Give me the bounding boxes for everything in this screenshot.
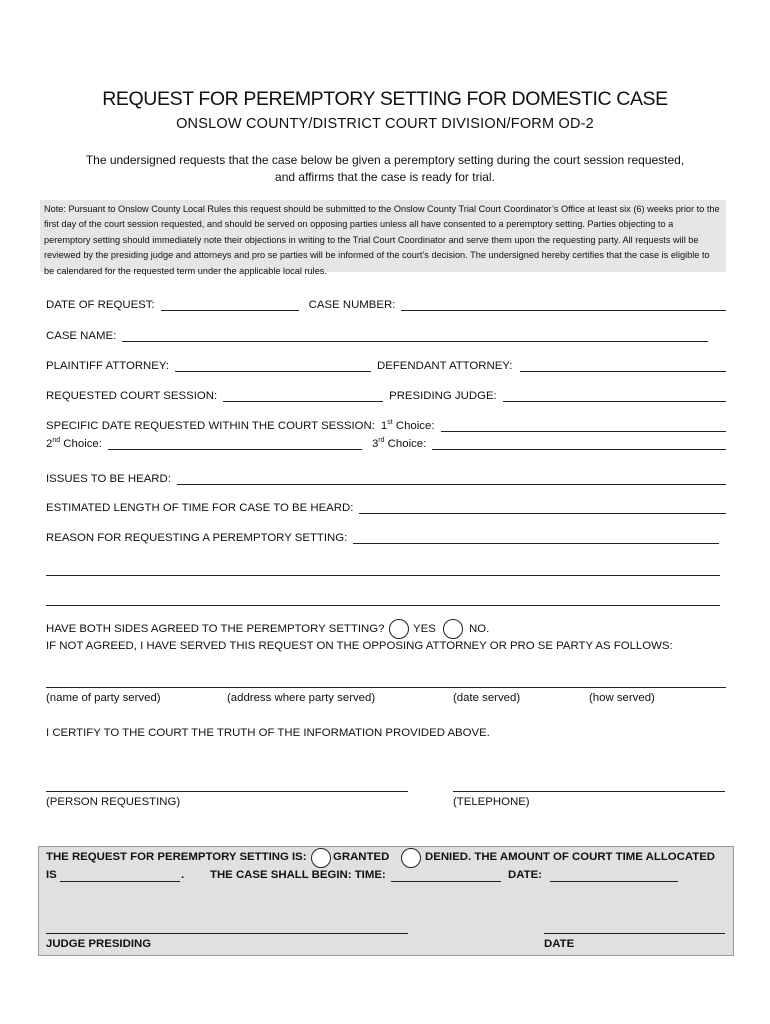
date-of-request-label: DATE OF REQUEST: bbox=[46, 299, 155, 311]
row-reason bbox=[46, 531, 719, 544]
page-title: REQUEST FOR PEREMPTORY SETTING FOR DOMESTIC CASE bbox=[102, 88, 668, 110]
person-signature-line[interactable] bbox=[46, 791, 408, 792]
granted-radio[interactable] bbox=[311, 848, 331, 868]
how-served-caption: (how served) bbox=[589, 692, 655, 704]
plaintiff-attorney-label: PLAINTIFF ATTORNEY: bbox=[46, 360, 169, 372]
person-requesting-caption: (PERSON REQUESTING) bbox=[46, 796, 181, 808]
begin-date-field[interactable] bbox=[550, 881, 678, 882]
yes-radio[interactable] bbox=[389, 619, 409, 639]
begin-time-label: THE CASE SHALL BEGIN: TIME: bbox=[210, 869, 386, 881]
row-estimated-length bbox=[46, 501, 726, 514]
estimated-length-label: ESTIMATED LENGTH OF TIME FOR CASE TO BE HEARD: bbox=[46, 502, 354, 514]
begin-date-label: DATE: bbox=[508, 869, 542, 881]
telephone-caption: (TELEPHONE) bbox=[453, 796, 530, 808]
row-issues bbox=[46, 472, 726, 485]
yes-label: YES bbox=[413, 623, 436, 635]
third-choice-label: 3rd Choice: bbox=[371, 437, 427, 450]
intro-text bbox=[40, 152, 730, 186]
is-label: IS bbox=[46, 869, 57, 881]
case-number-label: CASE NUMBER: bbox=[308, 299, 396, 311]
specific-date-label: SPECIFIC DATE REQUESTED WITHIN THE COURT SESSION: bbox=[46, 420, 375, 432]
party-name-caption: (name of party served) bbox=[46, 692, 161, 704]
row-case-name bbox=[46, 329, 708, 342]
presiding-judge-field[interactable] bbox=[503, 389, 726, 402]
first-choice-field[interactable] bbox=[441, 419, 727, 432]
is-period: . bbox=[181, 869, 185, 881]
judge-presiding-caption: JUDGE PRESIDING bbox=[46, 938, 152, 950]
address-caption: (address where party served) bbox=[227, 692, 376, 704]
first-choice-label: 1st Choice: bbox=[380, 419, 435, 432]
no-label: NO. bbox=[469, 623, 490, 635]
agreement-question: HAVE BOTH SIDES AGREED TO THE PEREMPTORY SETTING? bbox=[46, 623, 385, 635]
row-specific-date bbox=[46, 419, 726, 432]
certify-text: I CERTIFY TO THE COURT THE TRUTH OF THE INFORMATION PROVIDED ABOVE. bbox=[46, 727, 490, 739]
judge-date-caption: DATE bbox=[544, 938, 575, 950]
judge-date-line[interactable] bbox=[544, 933, 725, 934]
denied-label: DENIED. THE AMOUNT OF COURT TIME ALLOCATED bbox=[425, 851, 716, 863]
telephone-line[interactable] bbox=[453, 791, 725, 792]
row-choices bbox=[46, 437, 726, 450]
reason-line-2[interactable] bbox=[46, 575, 720, 576]
date-of-request-field[interactable] bbox=[161, 298, 299, 311]
requested-court-session-label: REQUESTED COURT SESSION: bbox=[46, 390, 218, 402]
date-served-caption: (date served) bbox=[453, 692, 521, 704]
defendant-attorney-field[interactable] bbox=[520, 359, 726, 372]
judge-signature-line[interactable] bbox=[46, 933, 408, 934]
reason-line-3[interactable] bbox=[46, 605, 720, 606]
denied-radio[interactable] bbox=[401, 848, 421, 868]
note-box: Note: Pursuant to Onslow County Local Rules this request should be submitted to the Onslow County Trial Court Coordinator’s Office at least six (6) weeks prior to the first day of the court session requested, and should be served on opposing parties unless all have consented to a peremptory setting. Parties objecting to a peremptory setting should immediately note their objections in writing to the Trial Court Coordinator and serve them upon the requesting party. All requests will be reviewed by the presiding judge and attorneys and pro se parties will be informed of the court’s decision. The undersigned hereby certifies that the case is eligible to be calendared for the requested term under the applicable local rules. bbox=[40, 200, 726, 272]
reason-label: REASON FOR REQUESTING A PEREMPTORY SETTING: bbox=[46, 532, 348, 544]
court-time-field[interactable] bbox=[60, 881, 180, 882]
intro-line-1: The undersigned requests that the case below be given a peremptory setting during the court session requested, bbox=[85, 153, 685, 167]
second-choice-field[interactable] bbox=[108, 437, 362, 450]
case-number-field[interactable] bbox=[401, 298, 726, 311]
issues-label: ISSUES TO BE HEARD: bbox=[46, 473, 171, 485]
third-choice-field[interactable] bbox=[432, 437, 726, 450]
plaintiff-attorney-field[interactable] bbox=[175, 359, 371, 372]
defendant-attorney-label: DEFENDANT ATTORNEY: bbox=[377, 360, 513, 372]
row-date-case bbox=[46, 298, 726, 311]
estimated-length-field[interactable] bbox=[359, 501, 726, 514]
second-choice-label: 2nd Choice: bbox=[46, 437, 102, 450]
reason-field[interactable] bbox=[353, 531, 719, 544]
presiding-judge-label: PRESIDING JUDGE: bbox=[389, 390, 497, 402]
case-name-label: CASE NAME: bbox=[46, 330, 117, 342]
no-radio[interactable] bbox=[443, 619, 463, 639]
row-attorneys bbox=[46, 359, 726, 372]
intro-line-2: and affirms that the case is ready for trial. bbox=[275, 170, 495, 184]
granted-label: GRANTED bbox=[333, 851, 390, 863]
issues-field[interactable] bbox=[177, 472, 726, 485]
requested-court-session-field[interactable] bbox=[223, 389, 383, 402]
case-name-field[interactable] bbox=[122, 329, 708, 342]
not-agreed-text: IF NOT AGREED, I HAVE SERVED THIS REQUEST ON THE OPPOSING ATTORNEY OR PRO SE PARTY AS FOLLOWS: bbox=[46, 640, 673, 652]
service-line[interactable] bbox=[46, 687, 726, 688]
row-session-judge bbox=[46, 389, 726, 402]
request-is-label: THE REQUEST FOR PEREMPTORY SETTING IS: bbox=[46, 851, 307, 863]
begin-time-field[interactable] bbox=[391, 881, 501, 882]
page-subtitle: ONSLOW COUNTY/DISTRICT COURT DIVISION/FORM OD-2 bbox=[176, 116, 594, 132]
